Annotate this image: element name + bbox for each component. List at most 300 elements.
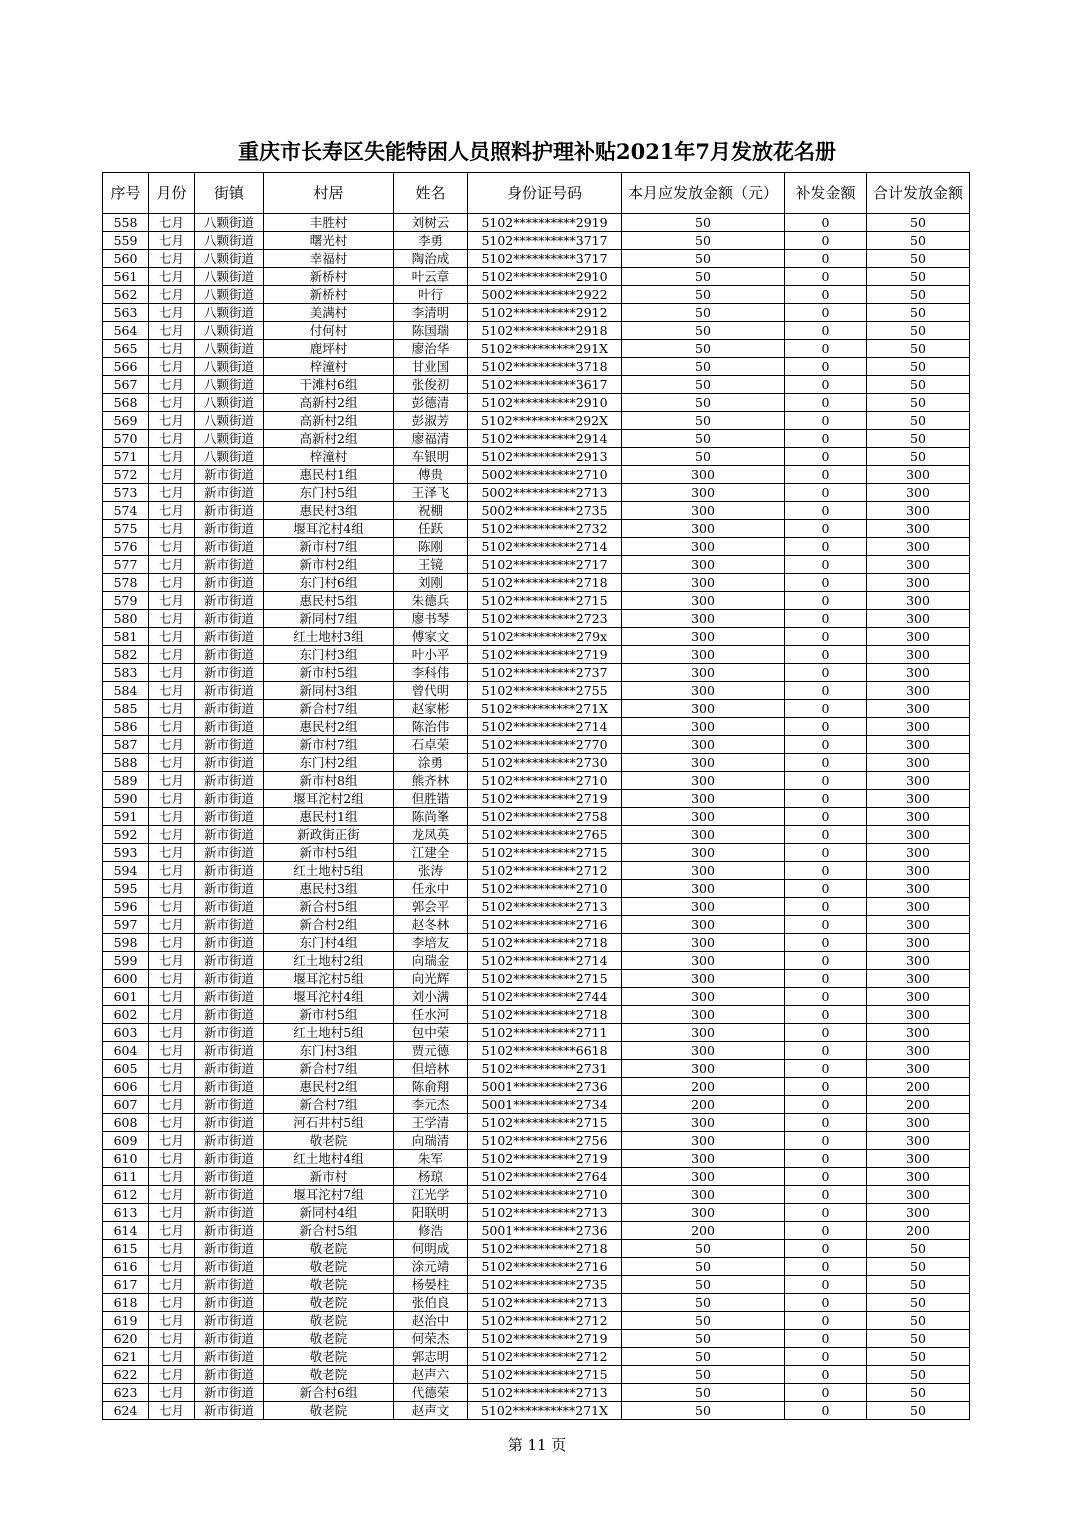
cell-id-number: 5002**********2922 [468,286,622,304]
cell-supplement-amount: 0 [785,556,867,574]
table-row [103,592,970,610]
table-row [103,1330,970,1348]
cell-monthly-amount: 300 [622,970,785,988]
cell-total-amount: 300 [867,682,970,700]
cell-total-amount: 50 [867,1402,970,1420]
table-row [103,232,970,250]
table-row [103,1222,970,1240]
header-total-amount: 合计发放金额 [867,173,970,214]
cell-supplement-amount: 0 [785,1186,867,1204]
cell-total-amount: 300 [867,718,970,736]
cell-supplement-amount: 0 [785,1114,867,1132]
table-row [103,952,970,970]
cell-monthly-amount: 50 [622,304,785,322]
table-row [103,844,970,862]
cell-village: 美满村 [264,304,394,322]
cell-name: 龙凤英 [394,826,468,844]
cell-index: 578 [103,574,149,592]
cell-street: 新市街道 [195,862,264,880]
cell-monthly-amount: 200 [622,1078,785,1096]
cell-index: 562 [103,286,149,304]
cell-village: 新合村7组 [264,1060,394,1078]
cell-name: 王镜 [394,556,468,574]
cell-supplement-amount: 0 [785,790,867,808]
cell-name: 但胜锴 [394,790,468,808]
table-row [103,322,970,340]
cell-id-number: 5102**********2718 [468,1240,622,1258]
cell-index: 576 [103,538,149,556]
cell-id-number: 5102**********2710 [468,772,622,790]
cell-id-number: 5102**********2712 [468,1348,622,1366]
cell-street: 新市街道 [195,502,264,520]
cell-supplement-amount: 0 [785,1060,867,1078]
cell-street: 新市街道 [195,1348,264,1366]
page-number: 第 11 页 [507,1436,567,1454]
cell-index: 600 [103,970,149,988]
cell-supplement-amount: 0 [785,1006,867,1024]
cell-supplement-amount: 0 [785,1024,867,1042]
cell-total-amount: 50 [867,250,970,268]
cell-village: 敬老院 [264,1366,394,1384]
cell-village: 高新村2组 [264,412,394,430]
cell-month: 七月 [149,1150,195,1168]
cell-street: 新市街道 [195,1096,264,1114]
cell-month: 七月 [149,1402,195,1420]
cell-index: 614 [103,1222,149,1240]
cell-name: 修浩 [394,1222,468,1240]
cell-supplement-amount: 0 [785,1312,867,1330]
cell-total-amount: 300 [867,466,970,484]
cell-id-number: 5102**********2737 [468,664,622,682]
cell-village: 梓潼村 [264,358,394,376]
cell-village: 幸福村 [264,250,394,268]
table-row [103,664,970,682]
cell-index: 607 [103,1096,149,1114]
cell-monthly-amount: 300 [622,808,785,826]
cell-index: 617 [103,1276,149,1294]
cell-monthly-amount: 300 [622,1114,785,1132]
cell-monthly-amount: 50 [622,448,785,466]
cell-supplement-amount: 0 [785,322,867,340]
cell-street: 新市街道 [195,1240,264,1258]
cell-id-number: 5001**********2736 [468,1222,622,1240]
cell-street: 新市街道 [195,1294,264,1312]
cell-index: 591 [103,808,149,826]
cell-id-number: 5002**********2713 [468,484,622,502]
cell-monthly-amount: 300 [622,520,785,538]
cell-total-amount: 50 [867,448,970,466]
cell-month: 七月 [149,1186,195,1204]
cell-supplement-amount: 0 [785,304,867,322]
cell-total-amount: 300 [867,574,970,592]
cell-month: 七月 [149,880,195,898]
cell-name: 陈尚峯 [394,808,468,826]
cell-name: 叶小平 [394,646,468,664]
cell-id-number: 5102**********3717 [468,232,622,250]
cell-id-number: 5102**********2710 [468,880,622,898]
cell-name: 廖治华 [394,340,468,358]
cell-village: 红土地村2组 [264,952,394,970]
cell-street: 新市街道 [195,952,264,970]
cell-month: 七月 [149,538,195,556]
cell-village: 敬老院 [264,1294,394,1312]
cell-index: 561 [103,268,149,286]
cell-village: 东门村3组 [264,1042,394,1060]
cell-monthly-amount: 300 [622,502,785,520]
cell-index: 593 [103,844,149,862]
table-row [103,1060,970,1078]
cell-supplement-amount: 0 [785,412,867,430]
cell-index: 621 [103,1348,149,1366]
table-row [103,304,970,322]
cell-month: 七月 [149,502,195,520]
cell-monthly-amount: 300 [622,772,785,790]
table-row [103,628,970,646]
cell-street: 八颗街道 [195,232,264,250]
cell-supplement-amount: 0 [785,430,867,448]
table-row [103,1042,970,1060]
cell-id-number: 5102**********6618 [468,1042,622,1060]
cell-total-amount: 50 [867,376,970,394]
cell-name: 杨琼 [394,1168,468,1186]
cell-id-number: 5102**********2712 [468,1312,622,1330]
cell-supplement-amount: 0 [785,1168,867,1186]
cell-village: 河石井村5组 [264,1114,394,1132]
cell-index: 560 [103,250,149,268]
cell-index: 616 [103,1258,149,1276]
cell-id-number: 5102**********2716 [468,916,622,934]
cell-street: 新市街道 [195,556,264,574]
cell-id-number: 5102**********271X [468,700,622,718]
cell-supplement-amount: 0 [785,484,867,502]
cell-supplement-amount: 0 [785,1150,867,1168]
cell-supplement-amount: 0 [785,700,867,718]
cell-name: 朱德兵 [394,592,468,610]
cell-month: 七月 [149,214,195,232]
cell-total-amount: 300 [867,916,970,934]
cell-index: 599 [103,952,149,970]
cell-street: 八颗街道 [195,412,264,430]
table-row [103,412,970,430]
cell-street: 新市街道 [195,1312,264,1330]
cell-month: 七月 [149,1042,195,1060]
cell-index: 569 [103,412,149,430]
cell-month: 七月 [149,952,195,970]
table-row [103,214,970,232]
cell-total-amount: 300 [867,592,970,610]
table-row [103,340,970,358]
table-row [103,646,970,664]
cell-supplement-amount: 0 [785,448,867,466]
cell-monthly-amount: 300 [622,718,785,736]
cell-index: 598 [103,934,149,952]
cell-street: 新市街道 [195,664,264,682]
cell-index: 594 [103,862,149,880]
cell-month: 七月 [149,646,195,664]
cell-supplement-amount: 0 [785,1384,867,1402]
cell-name: 叶行 [394,286,468,304]
cell-name: 刘刚 [394,574,468,592]
cell-month: 七月 [149,1366,195,1384]
cell-name: 赵冬林 [394,916,468,934]
cell-supplement-amount: 0 [785,1204,867,1222]
table-row [103,610,970,628]
cell-id-number: 5102**********2713 [468,898,622,916]
cell-name: 郭会平 [394,898,468,916]
cell-month: 七月 [149,1348,195,1366]
cell-month: 七月 [149,268,195,286]
table-row [103,466,970,484]
cell-village: 新市村5组 [264,664,394,682]
cell-index: 580 [103,610,149,628]
cell-index: 606 [103,1078,149,1096]
cell-monthly-amount: 300 [622,466,785,484]
cell-id-number: 5102**********2714 [468,952,622,970]
cell-village: 东门村3组 [264,646,394,664]
cell-name: 王学清 [394,1114,468,1132]
cell-total-amount: 50 [867,412,970,430]
cell-month: 七月 [149,1222,195,1240]
cell-total-amount: 300 [867,484,970,502]
cell-monthly-amount: 300 [622,1168,785,1186]
cell-index: 597 [103,916,149,934]
cell-month: 七月 [149,718,195,736]
cell-id-number: 5102**********2914 [468,430,622,448]
cell-supplement-amount: 0 [785,340,867,358]
cell-supplement-amount: 0 [785,1132,867,1150]
cell-supplement-amount: 0 [785,1240,867,1258]
cell-street: 八颗街道 [195,358,264,376]
cell-village: 敬老院 [264,1276,394,1294]
cell-street: 新市街道 [195,718,264,736]
cell-name: 刘小满 [394,988,468,1006]
cell-street: 新市街道 [195,574,264,592]
cell-monthly-amount: 300 [622,646,785,664]
cell-supplement-amount: 0 [785,1258,867,1276]
cell-total-amount: 50 [867,1330,970,1348]
cell-street: 新市街道 [195,466,264,484]
cell-monthly-amount: 50 [622,1348,785,1366]
header-monthly-amount: 本月应发放金额（元） [622,173,785,214]
cell-total-amount: 300 [867,844,970,862]
cell-month: 七月 [149,1114,195,1132]
table-row [103,1402,970,1420]
table-row [103,826,970,844]
cell-supplement-amount: 0 [785,718,867,736]
cell-village: 敬老院 [264,1348,394,1366]
cell-total-amount: 300 [867,1024,970,1042]
cell-name: 傅家文 [394,628,468,646]
cell-monthly-amount: 50 [622,1366,785,1384]
cell-id-number: 5102**********2910 [468,394,622,412]
cell-name: 李勇 [394,232,468,250]
cell-monthly-amount: 300 [622,1006,785,1024]
cell-index: 564 [103,322,149,340]
cell-village: 新桥村 [264,268,394,286]
cell-supplement-amount: 0 [785,1402,867,1420]
cell-monthly-amount: 50 [622,430,785,448]
cell-village: 红土地村5组 [264,862,394,880]
cell-index: 589 [103,772,149,790]
cell-monthly-amount: 50 [622,1258,785,1276]
cell-index: 602 [103,1006,149,1024]
header-village: 村居 [264,173,394,214]
cell-total-amount: 50 [867,1348,970,1366]
cell-index: 622 [103,1366,149,1384]
cell-street: 八颗街道 [195,268,264,286]
table-row [103,988,970,1006]
cell-month: 七月 [149,376,195,394]
cell-village: 堰耳沱村7组 [264,1186,394,1204]
cell-month: 七月 [149,484,195,502]
cell-index: 603 [103,1024,149,1042]
cell-index: 574 [103,502,149,520]
cell-village: 新市村7组 [264,538,394,556]
cell-monthly-amount: 200 [622,1222,785,1240]
cell-supplement-amount: 0 [785,268,867,286]
cell-name: 张涛 [394,862,468,880]
cell-id-number: 5102**********2719 [468,790,622,808]
cell-id-number: 5102**********2712 [468,862,622,880]
cell-month: 七月 [149,340,195,358]
table-row [103,790,970,808]
cell-total-amount: 300 [867,1042,970,1060]
cell-street: 新市街道 [195,1222,264,1240]
cell-street: 新市街道 [195,592,264,610]
cell-total-amount: 50 [867,1384,970,1402]
cell-supplement-amount: 0 [785,394,867,412]
cell-month: 七月 [149,862,195,880]
table-header-row [103,173,970,214]
cell-id-number: 5102**********2913 [468,448,622,466]
cell-street: 新市街道 [195,1186,264,1204]
cell-total-amount: 50 [867,430,970,448]
cell-supplement-amount: 0 [785,466,867,484]
cell-supplement-amount: 0 [785,376,867,394]
cell-id-number: 5102**********2910 [468,268,622,286]
cell-month: 七月 [149,1294,195,1312]
cell-id-number: 5102**********2918 [468,322,622,340]
table-row [103,808,970,826]
cell-month: 七月 [149,700,195,718]
cell-id-number: 5102**********271X [468,1402,622,1420]
cell-village: 红土地村4组 [264,1150,394,1168]
cell-month: 七月 [149,1204,195,1222]
cell-village: 新合村7组 [264,700,394,718]
cell-month: 七月 [149,988,195,1006]
cell-month: 七月 [149,664,195,682]
cell-monthly-amount: 300 [622,862,785,880]
cell-total-amount: 300 [867,808,970,826]
cell-month: 七月 [149,1024,195,1042]
cell-village: 红土地村3组 [264,628,394,646]
cell-month: 七月 [149,628,195,646]
cell-total-amount: 300 [867,610,970,628]
table-row [103,358,970,376]
cell-name: 郭志明 [394,1348,468,1366]
cell-monthly-amount: 300 [622,664,785,682]
cell-supplement-amount: 0 [785,610,867,628]
cell-name: 陈治伟 [394,718,468,736]
cell-name: 刘树云 [394,214,468,232]
cell-supplement-amount: 0 [785,1330,867,1348]
cell-total-amount: 50 [867,1294,970,1312]
cell-name: 熊齐林 [394,772,468,790]
cell-month: 七月 [149,808,195,826]
cell-id-number: 5102**********2723 [468,610,622,628]
cell-id-number: 5102**********279x [468,628,622,646]
cell-name: 陈国瑞 [394,322,468,340]
cell-monthly-amount: 300 [622,1150,785,1168]
cell-name: 王泽飞 [394,484,468,502]
table-row [103,376,970,394]
cell-name: 任水河 [394,1006,468,1024]
cell-month: 七月 [149,1132,195,1150]
cell-street: 八颗街道 [195,448,264,466]
cell-index: 592 [103,826,149,844]
cell-total-amount: 300 [867,970,970,988]
cell-monthly-amount: 300 [622,736,785,754]
cell-name: 代德荣 [394,1384,468,1402]
cell-name: 赵治中 [394,1312,468,1330]
cell-id-number: 5102**********292X [468,412,622,430]
table-row [103,1132,970,1150]
cell-supplement-amount: 0 [785,628,867,646]
cell-name: 涂勇 [394,754,468,772]
cell-name: 李清明 [394,304,468,322]
cell-monthly-amount: 50 [622,1240,785,1258]
cell-village: 新市村 [264,1168,394,1186]
cell-monthly-amount: 50 [622,232,785,250]
cell-street: 新市街道 [195,1132,264,1150]
cell-supplement-amount: 0 [785,502,867,520]
cell-index: 567 [103,376,149,394]
cell-index: 605 [103,1060,149,1078]
cell-total-amount: 300 [867,826,970,844]
cell-street: 新市街道 [195,808,264,826]
cell-total-amount: 300 [867,736,970,754]
cell-supplement-amount: 0 [785,1078,867,1096]
cell-total-amount: 300 [867,538,970,556]
cell-monthly-amount: 300 [622,628,785,646]
cell-month: 七月 [149,592,195,610]
cell-total-amount: 300 [867,1114,970,1132]
cell-street: 新市街道 [195,1384,264,1402]
cell-supplement-amount: 0 [785,574,867,592]
table-row [103,1240,970,1258]
cell-month: 七月 [149,1006,195,1024]
table-row [103,1078,970,1096]
cell-monthly-amount: 300 [622,610,785,628]
cell-monthly-amount: 300 [622,592,785,610]
cell-supplement-amount: 0 [785,934,867,952]
table-row [103,574,970,592]
table-row [103,448,970,466]
cell-village: 新同村7组 [264,610,394,628]
cell-monthly-amount: 300 [622,844,785,862]
cell-village: 曙光村 [264,232,394,250]
cell-name: 何荣杰 [394,1330,468,1348]
cell-village: 惠民村3组 [264,880,394,898]
cell-village: 新市村7组 [264,736,394,754]
cell-name: 张伯良 [394,1294,468,1312]
cell-street: 新市街道 [195,1060,264,1078]
cell-month: 七月 [149,412,195,430]
cell-street: 新市街道 [195,520,264,538]
cell-supplement-amount: 0 [785,970,867,988]
cell-street: 新市街道 [195,754,264,772]
cell-id-number: 5102**********2715 [468,844,622,862]
